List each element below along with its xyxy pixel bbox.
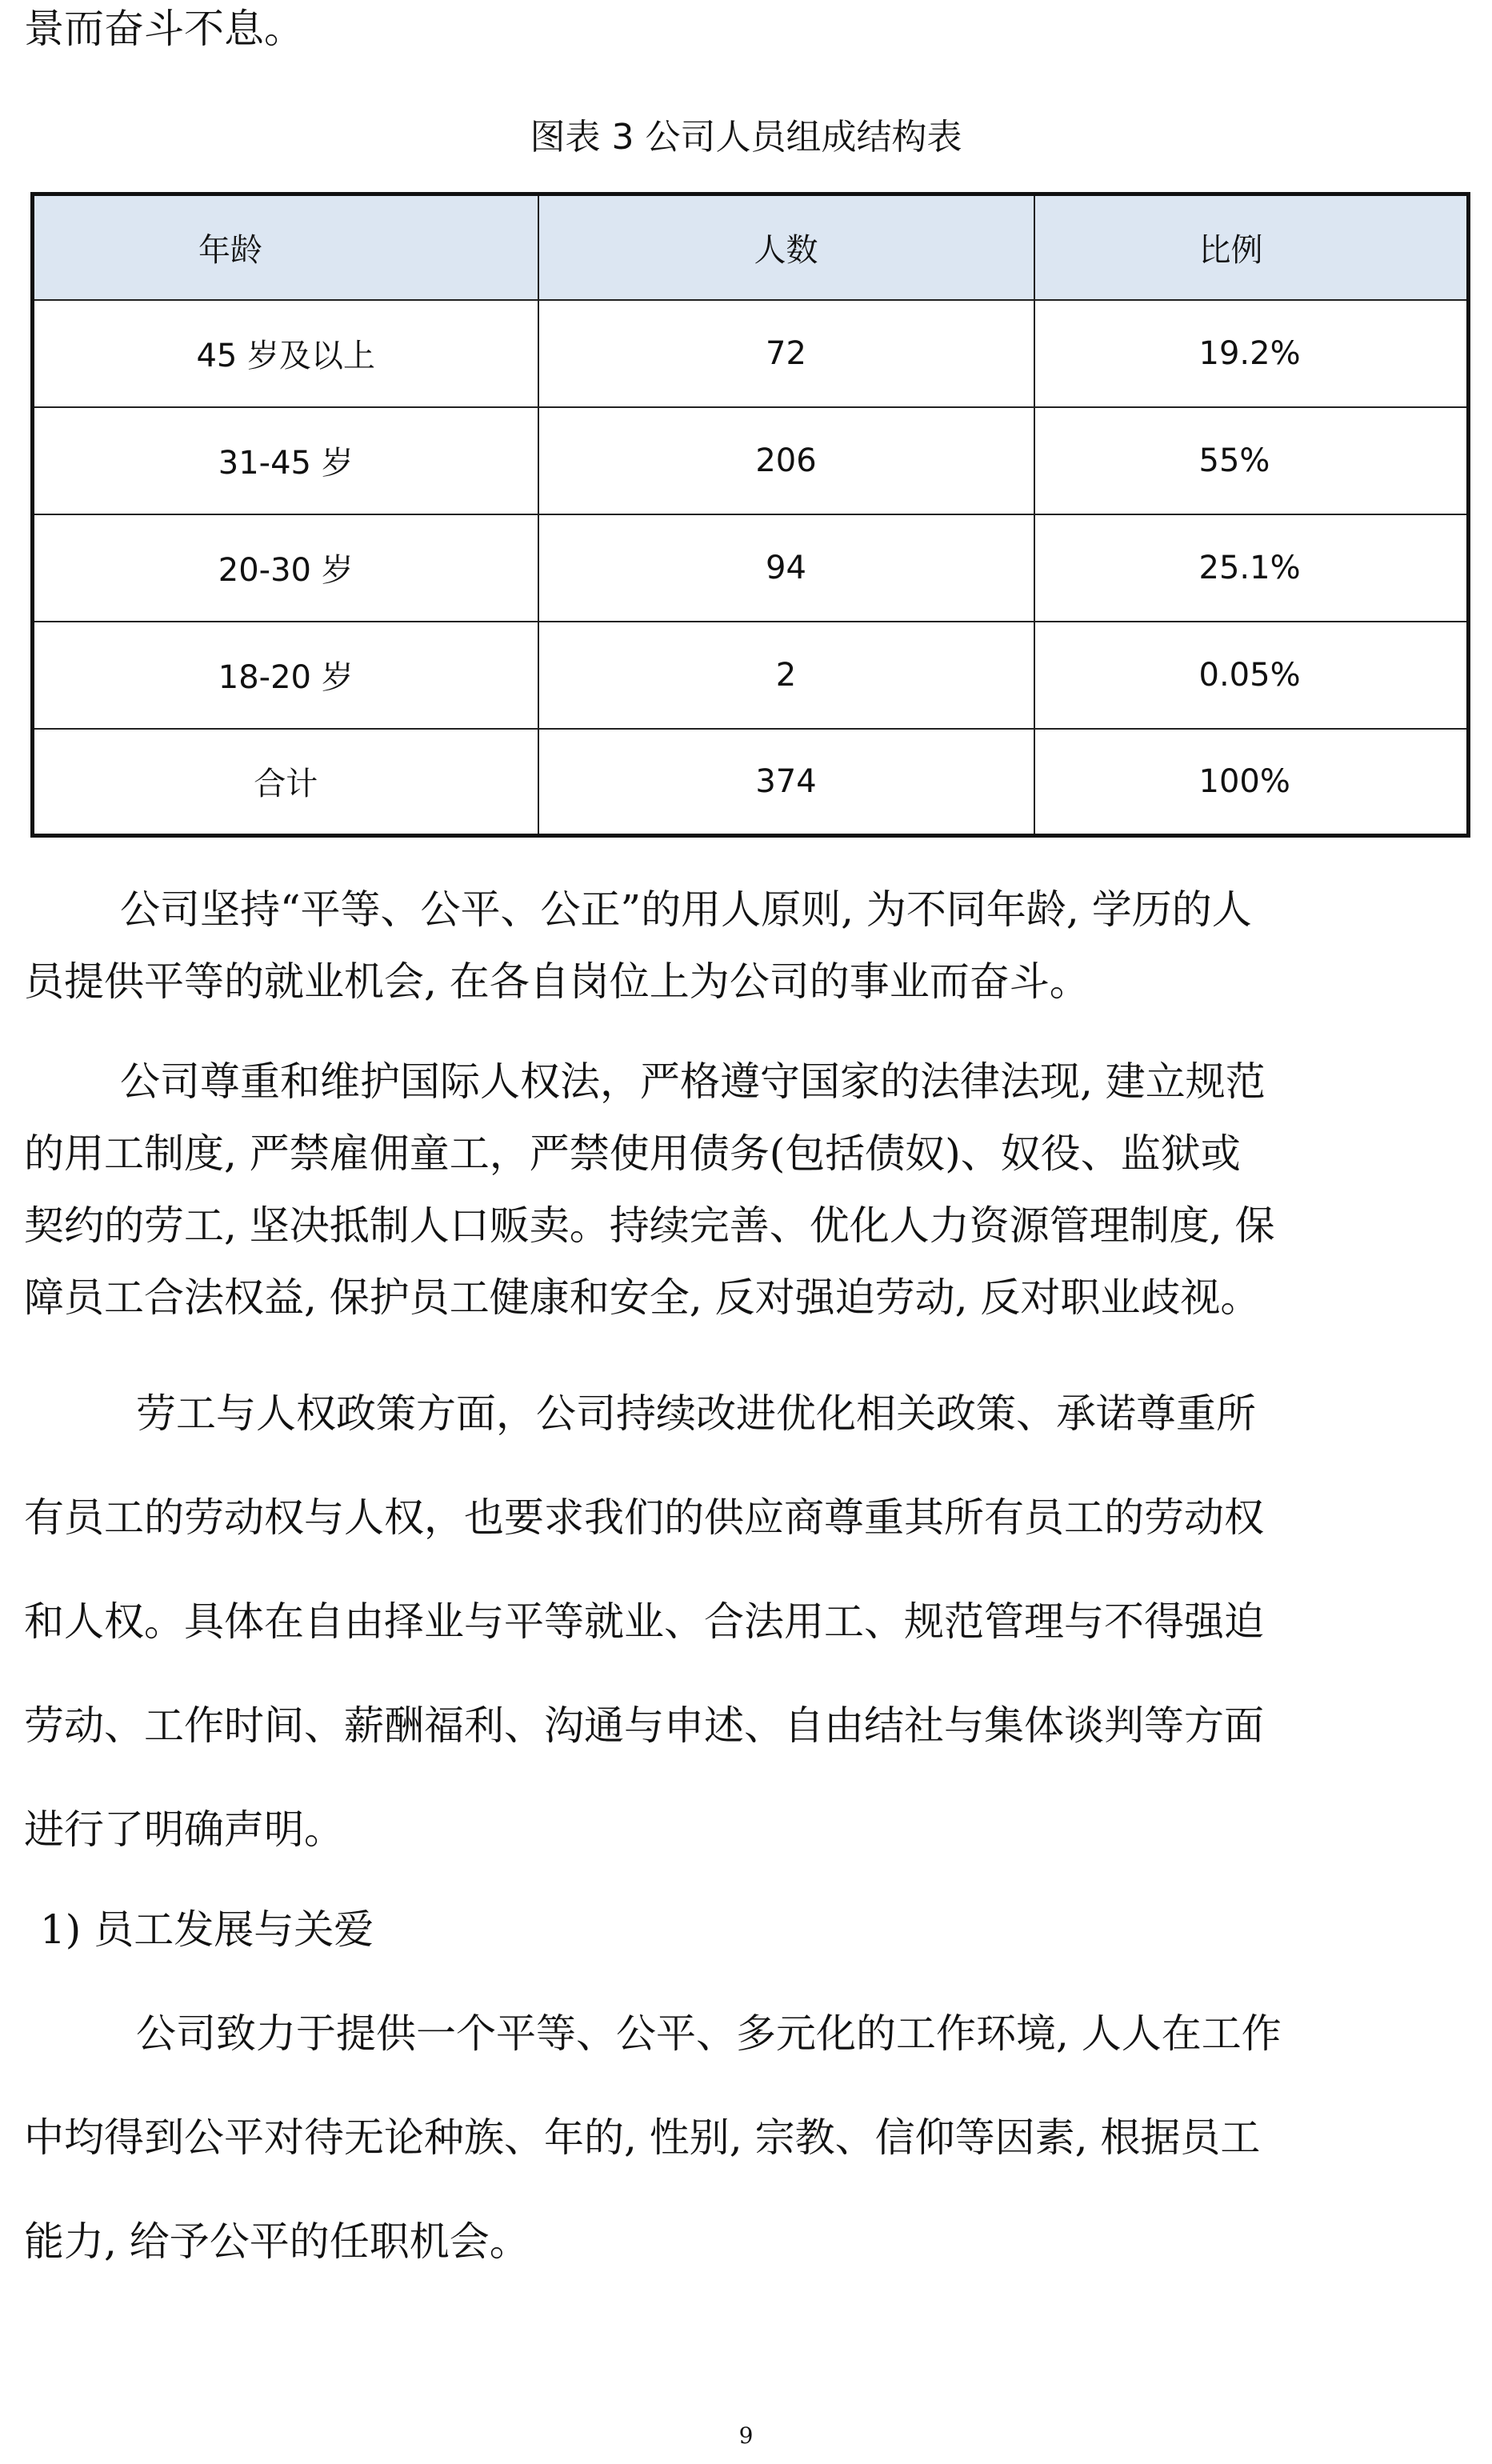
cell-age: 20-30 岁 xyxy=(33,514,538,622)
paragraph-line: 公司致力于提供一个平等、公平、多元化的工作环境, 人人在工作 xyxy=(136,2010,1282,2057)
header-age: 年龄 xyxy=(33,194,538,300)
cell-count: 2 xyxy=(538,622,1034,729)
cell-ratio: 55% xyxy=(1034,407,1469,514)
table-row xyxy=(33,300,1469,407)
paragraph-line: 劳动、工作时间、薪酬福利、沟通与申述、自由结社与集体谈判等方面 xyxy=(24,1702,1264,1749)
table-row xyxy=(33,407,1469,514)
page-number: 9 xyxy=(738,2422,754,2449)
cell-ratio: 100% xyxy=(1034,729,1469,836)
table-row xyxy=(33,622,1469,729)
cell-age: 18-20 岁 xyxy=(33,622,538,729)
staff-composition-table xyxy=(30,192,1470,838)
table-total-row xyxy=(33,729,1469,836)
header-ratio: 比例 xyxy=(1034,194,1469,300)
table-header-row xyxy=(33,194,1469,300)
cell-count: 72 xyxy=(538,300,1034,407)
paragraph-line: 公司坚持“平等、公平、公正”的用人原则, 为不同年龄, 学历的人 xyxy=(120,886,1252,933)
cell-count: 374 xyxy=(538,729,1034,836)
cell-ratio: 19.2% xyxy=(1034,300,1469,407)
cell-age: 合计 xyxy=(33,729,538,836)
paragraph-line: 和人权。具体在自由择业与平等就业、合法用工、规范管理与不得强迫 xyxy=(24,1598,1264,1645)
cell-count: 94 xyxy=(538,514,1034,622)
cell-age: 31-45 岁 xyxy=(33,407,538,514)
paragraph-line: 劳工与人权政策方面，公司持续改进优化相关政策、承诺尊重所 xyxy=(136,1390,1256,1437)
header-count: 人数 xyxy=(538,194,1034,300)
paragraph-line: 能力, 给予公平的任职机会。 xyxy=(24,2218,530,2265)
table-row xyxy=(33,514,1469,622)
paragraph-line: 中均得到公平对待无论种族、年的, 性别, 宗教、信仰等因素, 根据员工 xyxy=(24,2114,1261,2161)
paragraph-line: 的用工制度, 严禁雇佣童工，严禁使用债务(包括债奴)、奴役、监狱或 xyxy=(24,1130,1241,1177)
table-caption: 图表 3 公司人员组成结构表 xyxy=(530,117,962,158)
top-fragment: 景而奋斗不息。 xyxy=(24,6,304,52)
cell-ratio: 0.05% xyxy=(1034,622,1469,729)
paragraph-line: 员提供平等的就业机会, 在各自岗位上为公司的事业而奋斗。 xyxy=(24,958,1090,1005)
paragraph-line: 障员工合法权益, 保护员工健康和安全, 反对强迫劳动, 反对职业歧视。 xyxy=(24,1274,1261,1321)
paragraph-line: 公司尊重和维护国际人权法，严格遵守国家的法律法现, 建立规范 xyxy=(120,1058,1266,1105)
section-heading: 1) 员工发展与关爱 xyxy=(40,1906,374,1953)
cell-ratio: 25.1% xyxy=(1034,514,1469,622)
paragraph-line: 契约的劳工, 坚决抵制人口贩卖。持续完善、优化人力资源管理制度, 保 xyxy=(24,1202,1275,1249)
cell-age: 45 岁及以上 xyxy=(33,300,538,407)
paragraph-line: 有员工的劳动权与人权，也要求我们的供应商尊重其所有员工的劳动权 xyxy=(24,1494,1264,1541)
cell-count: 206 xyxy=(538,407,1034,514)
paragraph-line: 进行了明确声明。 xyxy=(24,1806,344,1853)
